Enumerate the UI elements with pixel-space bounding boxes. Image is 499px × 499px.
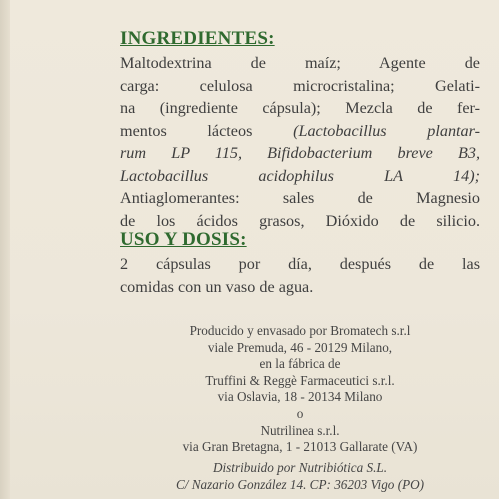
- dosage-line-1: 2 cápsulas por día, después de las: [120, 255, 480, 273]
- producer-line-1: Producido y envasado por Bromatech s.r.l: [189, 323, 411, 338]
- distributor-info: [120, 460, 480, 493]
- ingredients-line-6: Lactobacillus acidophilus LA 14);: [120, 166, 480, 185]
- ingredients-line-3: na (ingrediente cápsula); Mezcla de fer-: [120, 99, 480, 117]
- ingredients-line-7: Antiaglomerantes: sales de Magnesio: [120, 189, 480, 207]
- producer-line-6: o: [296, 405, 304, 421]
- ingredients-text: [120, 52, 480, 232]
- ingredients-line-5: rum LP 115, Bifidobacterium breve B3,: [120, 144, 480, 162]
- ingredients-line-2: carga: celulosa microcristalina; Gelati-: [120, 76, 480, 95]
- ingredients-line-8: de los ácidos grasos, Dióxido de silicio.: [120, 211, 480, 230]
- distributor-line-1: Distribuido por Nutribiótica S.L.: [212, 460, 388, 475]
- producer-line-7: Nutrilinea s.r.l.: [260, 422, 340, 438]
- producer-line-4: Truffini & Reggè Farmaceutici s.r.l.: [205, 372, 395, 388]
- ingredients-heading: INGREDIENTES:: [120, 28, 275, 49]
- producer-info: [120, 323, 480, 456]
- ingredients-line-1: Maltodextrina de maíz; Agente de: [120, 54, 480, 72]
- producer-line-5: via Oslavia, 18 - 20134 Milano: [217, 389, 383, 405]
- dosage-heading: USO Y DOSIS:: [120, 229, 247, 250]
- dosage-text: [120, 253, 480, 298]
- producer-line-3: en la fábrica de: [259, 356, 341, 372]
- ingredients-line-4-plain: mentos lácteos: [120, 121, 294, 140]
- ingredients-line-4-text: [120, 122, 480, 140]
- ingredients-line-4-italic: (Lactobacillus plantar-: [293, 121, 480, 140]
- label-fold: [0, 0, 10, 499]
- producer-line-2: viale Premuda, 46 - 20129 Milano,: [207, 339, 393, 355]
- producer-line-8: via Gran Bretagna, 1 - 21013 Gallarate (VA): [182, 439, 418, 455]
- ingredients-line-4: [120, 120, 480, 143]
- dosage-line-2: comidas con un vaso de agua.: [120, 277, 314, 296]
- distributor-line-2: C/ Nazario González 14. CP: 36203 Vigo (PO): [175, 476, 425, 492]
